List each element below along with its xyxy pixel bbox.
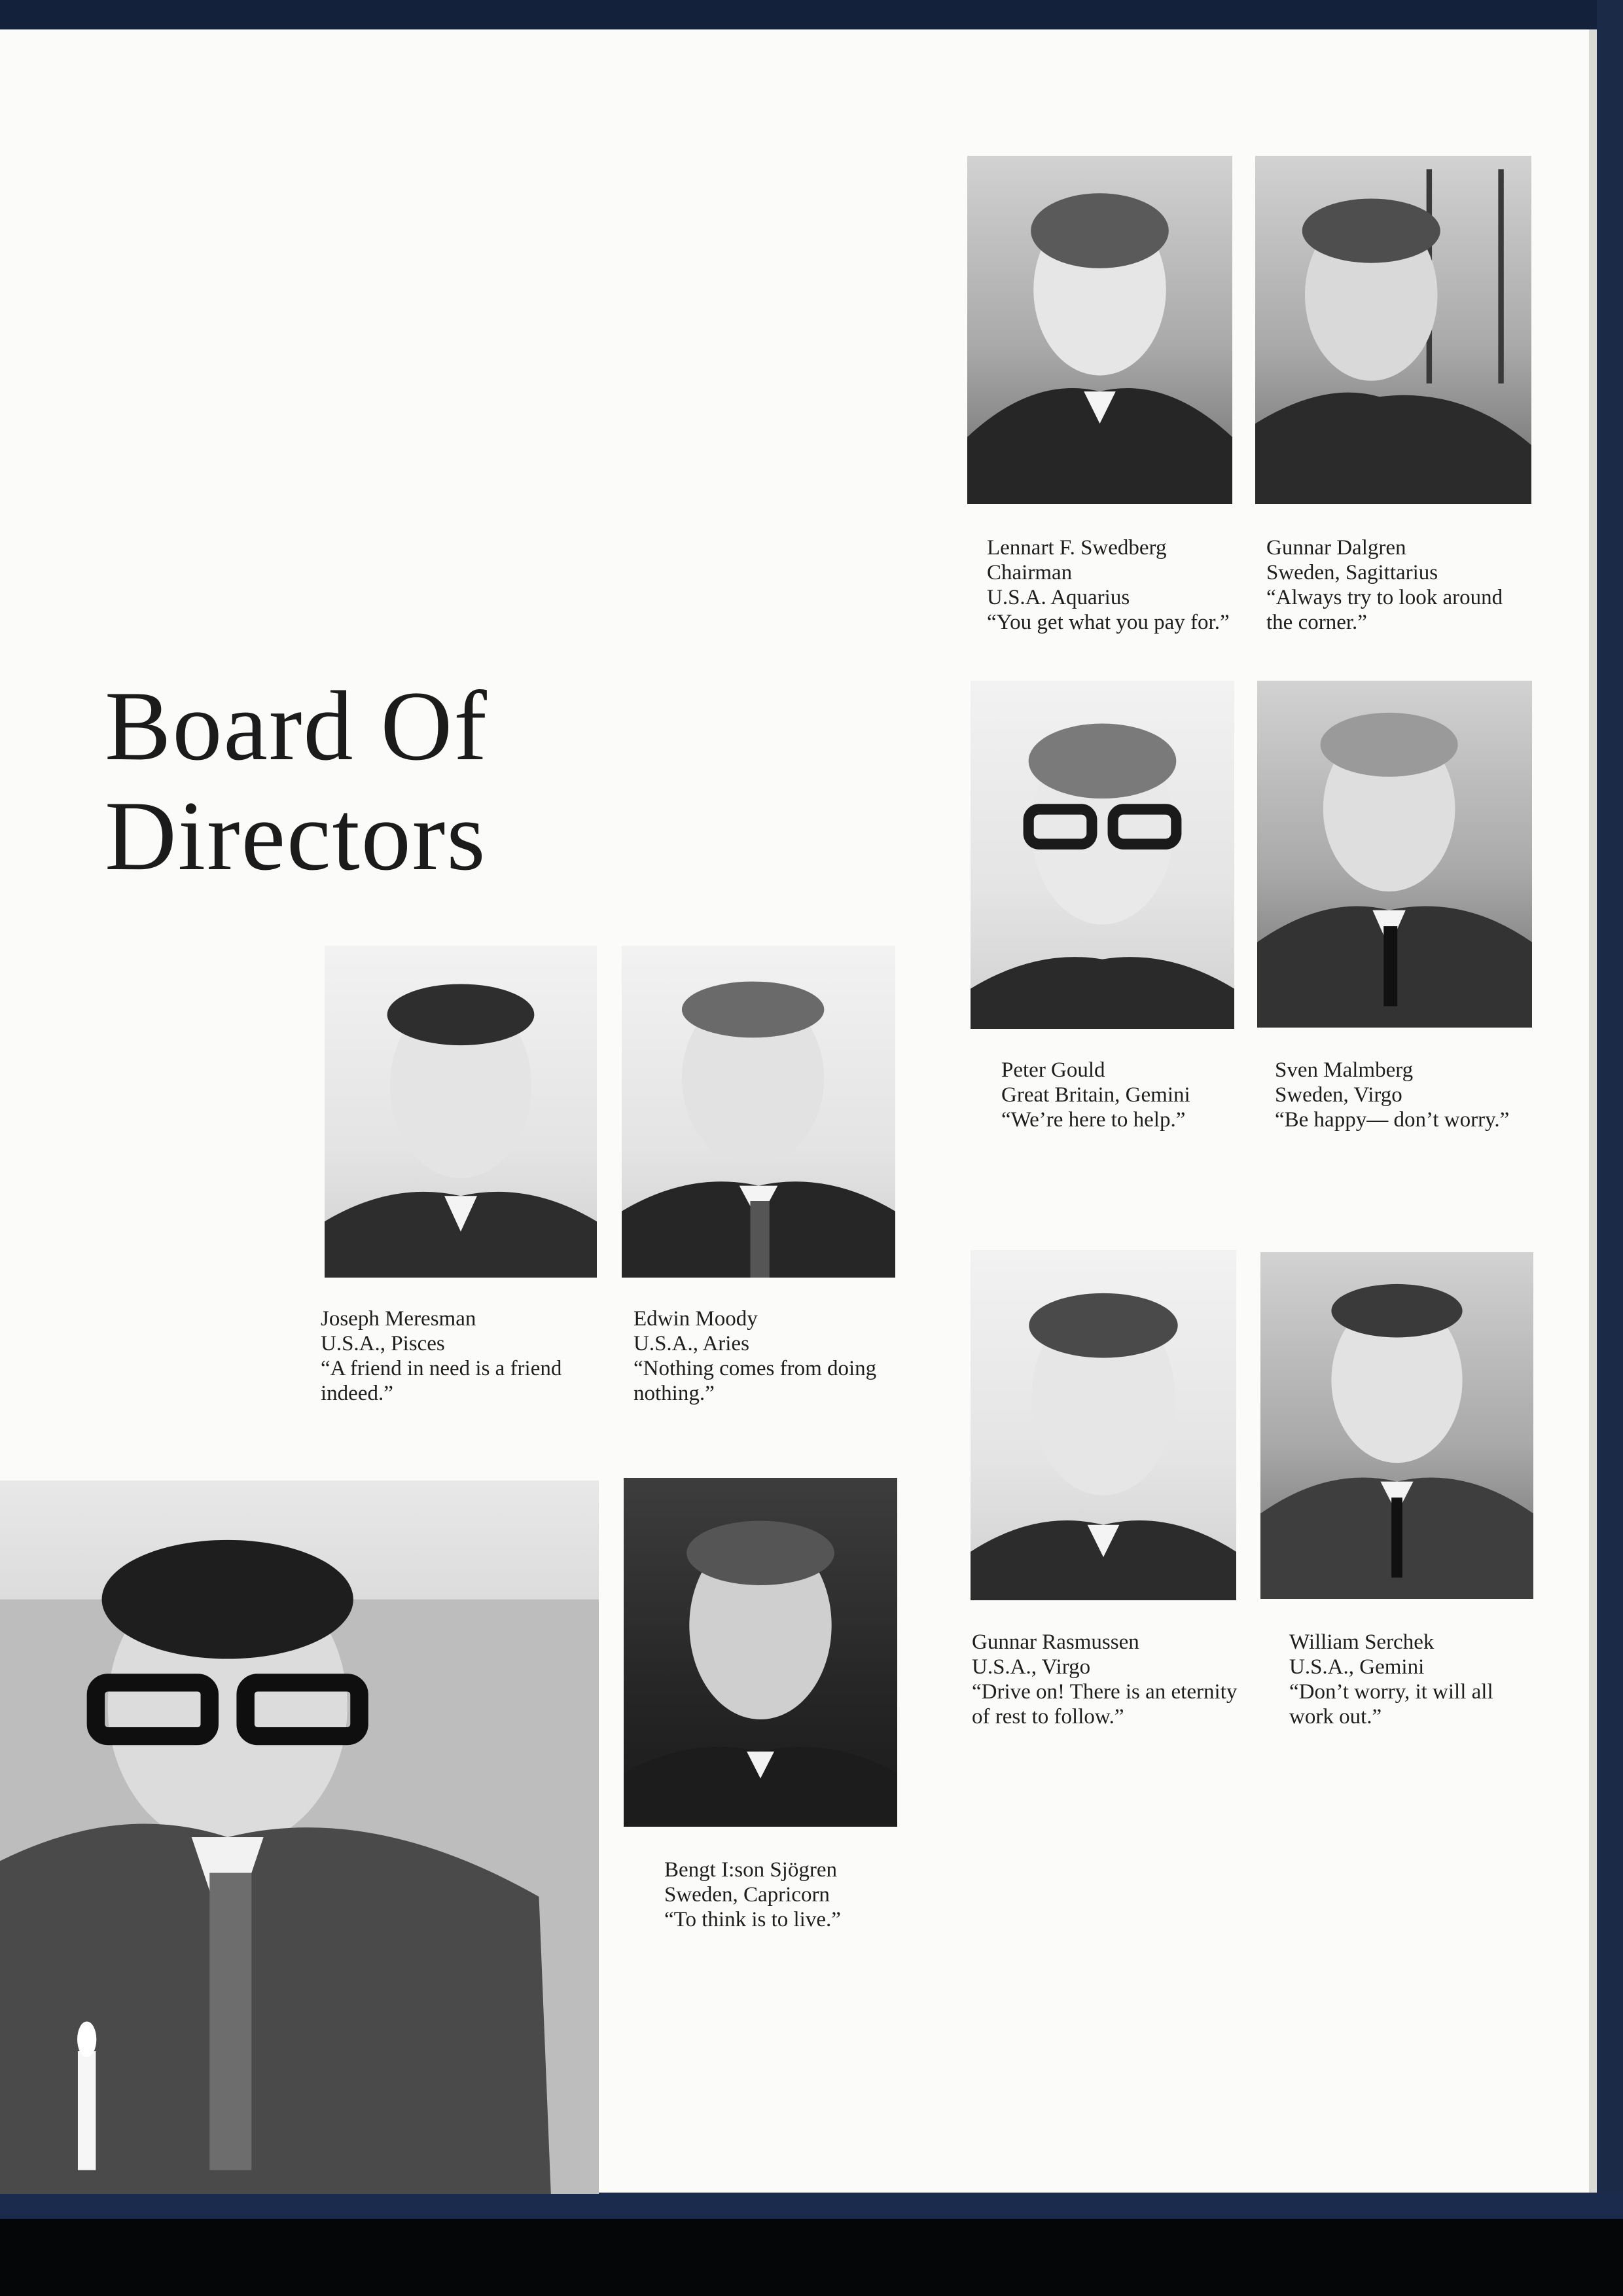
caption-moody: [633, 1306, 889, 1406]
director-quote: “To think is to live.”: [664, 1908, 841, 1931]
portrait-photo-rasmussen: [971, 1250, 1236, 1600]
director-quote: “You get what you pay for.”: [987, 611, 1230, 634]
director-country-sign: U.S.A., Gemini: [1289, 1655, 1425, 1679]
portrait-photo-meresman: [325, 946, 597, 1278]
director-country-sign: Sweden, Virgo: [1275, 1083, 1402, 1107]
caption-gould: [1001, 1058, 1237, 1132]
page-title-line1: Board Of: [105, 671, 488, 781]
director-quote: “Don’t worry, it will all work out.”: [1289, 1680, 1493, 1729]
portrait-photo-dalgren: [1255, 156, 1531, 504]
director-name: Sven Malmberg: [1275, 1058, 1414, 1082]
caption-sjogren: [664, 1857, 900, 1932]
director-name: Lennart F. Swedberg: [987, 536, 1167, 560]
portrait-photo-sjogren: [624, 1478, 897, 1827]
director-country-sign: Great Britain, Gemini: [1001, 1083, 1190, 1107]
page-inner-edge: [1589, 29, 1597, 2193]
caption-rasmussen: [972, 1630, 1240, 1729]
director-quote: “We’re here to help.”: [1001, 1108, 1186, 1132]
director-name: Gunnar Dalgren: [1266, 536, 1406, 560]
director-quote: “Always try to look around the corner.”: [1266, 586, 1503, 634]
caption-malmberg: [1275, 1058, 1537, 1132]
director-name: Peter Gould: [1001, 1058, 1105, 1082]
portrait-photo-swedberg: [967, 156, 1232, 504]
caption-meresman: [321, 1306, 599, 1406]
director-name: Edwin Moody: [633, 1307, 758, 1331]
caption-swedberg: [987, 535, 1236, 635]
director-name: Joseph Meresman: [321, 1307, 476, 1331]
candid-photo-man-with-candle: [0, 1480, 599, 2194]
director-name: Gunnar Rasmussen: [972, 1630, 1139, 1654]
director-quote: “A friend in need is a friend indeed.”: [321, 1357, 562, 1405]
director-country-sign: U.S.A. Aquarius: [987, 586, 1130, 609]
director-country-sign: Sweden, Sagittarius: [1266, 561, 1438, 584]
page-title: [105, 671, 488, 891]
director-quote: “Nothing comes from doing nothing.”: [633, 1357, 877, 1405]
scan-border-top: [0, 0, 1623, 29]
director-name: William Serchek: [1289, 1630, 1435, 1654]
director-country-sign: U.S.A., Pisces: [321, 1332, 445, 1355]
scan-band-bottom: [0, 2193, 1623, 2219]
caption-serchek: [1289, 1630, 1531, 1729]
director-name: Bengt I:son Sjögren: [664, 1858, 837, 1882]
director-country-sign: Sweden, Capricorn: [664, 1883, 830, 1907]
director-quote: “Be happy— don’t worry.”: [1275, 1108, 1510, 1132]
caption-dalgren: [1266, 535, 1528, 635]
director-role: Chairman: [987, 561, 1073, 584]
director-quote: “Drive on! There is an eternity of rest to follow.”: [972, 1680, 1238, 1729]
director-country-sign: U.S.A., Aries: [633, 1332, 749, 1355]
scan-border-right: [1597, 0, 1623, 2296]
portrait-photo-malmberg: [1257, 681, 1532, 1028]
director-country-sign: U.S.A., Virgo: [972, 1655, 1091, 1679]
portrait-photo-moody: [622, 946, 895, 1278]
page-title-line2: Directors: [105, 781, 487, 891]
portrait-photo-serchek: [1260, 1252, 1533, 1599]
portrait-photo-gould: [971, 681, 1234, 1029]
